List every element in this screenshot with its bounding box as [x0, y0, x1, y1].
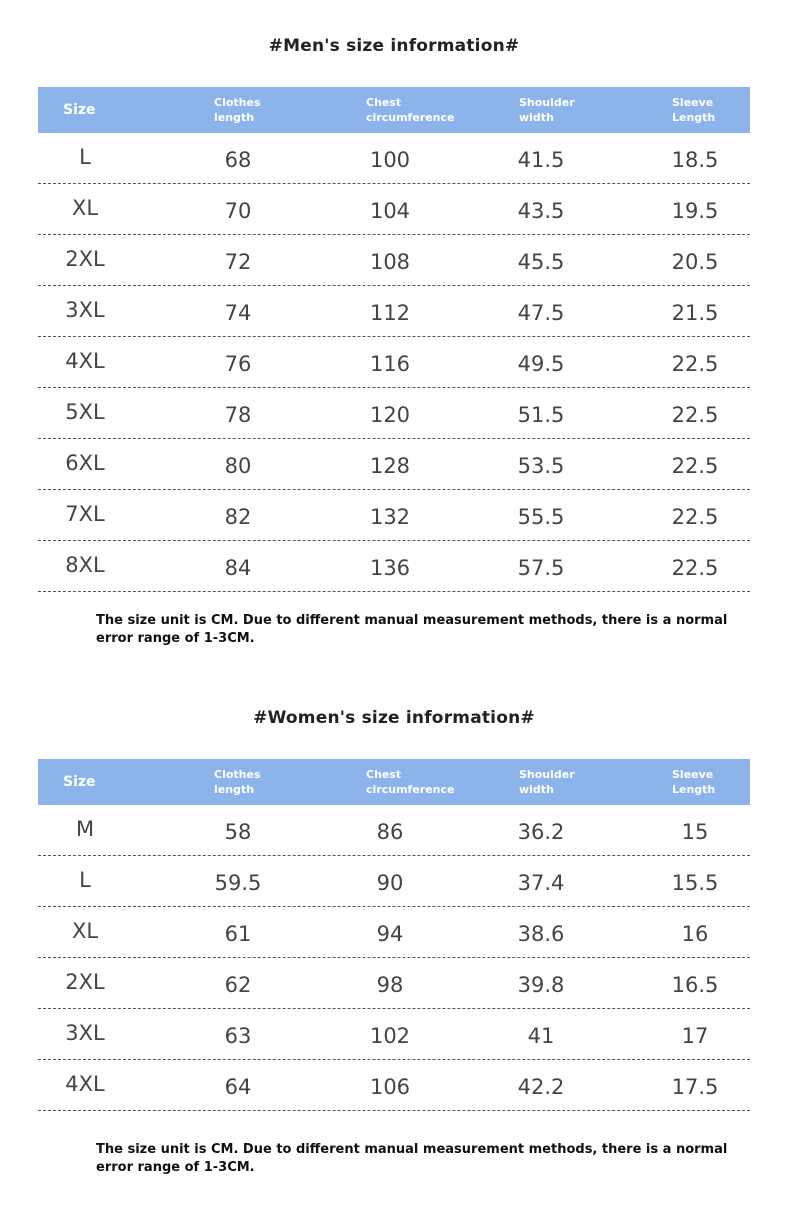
length-cell: 76: [224, 352, 252, 376]
shoulder-cell: 42.2: [517, 1075, 565, 1099]
sleeve-cell: 16.5: [671, 973, 719, 997]
chest-cell: 104: [369, 199, 411, 223]
sleeve-cell: 17.5: [671, 1075, 719, 1099]
mens-measurement-note: [96, 612, 736, 648]
sleeve-cell: 16: [681, 922, 709, 946]
table-row: [38, 439, 750, 490]
chest-cell: 116: [369, 352, 411, 376]
header-shoulder-width: Shoulder width: [519, 96, 575, 124]
size-cell: 2XL: [65, 970, 105, 994]
length-cell: 78: [224, 403, 252, 427]
mens-table-header: [38, 87, 750, 133]
shoulder-cell: 43.5: [517, 199, 565, 223]
note-line: error range of 1-3CM.: [96, 631, 255, 646]
length-cell: 61: [224, 922, 252, 946]
womens-table-header: [38, 759, 750, 805]
size-cell: L: [79, 145, 91, 169]
size-cell: 8XL: [65, 553, 105, 577]
sleeve-cell: 22.5: [671, 556, 719, 580]
shoulder-cell: 41: [527, 1024, 555, 1048]
chest-cell: 90: [376, 871, 404, 895]
header-sleeve-length: Sleeve Length: [672, 96, 716, 124]
chest-cell: 108: [369, 250, 411, 274]
length-cell: 68: [224, 148, 252, 172]
size-cell: 3XL: [65, 1021, 105, 1045]
womens-table-body: [38, 805, 750, 1111]
table-row: [38, 907, 750, 958]
table-row: [38, 337, 750, 388]
shoulder-cell: 41.5: [517, 148, 565, 172]
header-size: Size: [63, 102, 96, 118]
shoulder-cell: 57.5: [517, 556, 565, 580]
sleeve-cell: 19.5: [671, 199, 719, 223]
header-shoulder-width: Shoulder width: [519, 768, 575, 796]
sleeve-cell: 15.5: [671, 871, 719, 895]
size-cell: 4XL: [65, 1072, 105, 1096]
size-cell: L: [79, 868, 91, 892]
sleeve-cell: 22.5: [671, 352, 719, 376]
chest-cell: 94: [376, 922, 404, 946]
note-line: error range of 1-3CM.: [96, 1160, 255, 1175]
chest-cell: 86: [376, 820, 404, 844]
table-row: [38, 184, 750, 235]
womens-size-title: #Women's size information#: [253, 708, 535, 728]
length-cell: 70: [224, 199, 252, 223]
size-cell: 4XL: [65, 349, 105, 373]
sleeve-cell: 18.5: [671, 148, 719, 172]
shoulder-cell: 45.5: [517, 250, 565, 274]
sleeve-cell: 15: [681, 820, 709, 844]
sleeve-cell: 20.5: [671, 250, 719, 274]
table-row: [38, 856, 750, 907]
table-row: [38, 235, 750, 286]
table-row: [38, 958, 750, 1009]
shoulder-cell: 36.2: [517, 820, 565, 844]
note-line: The size unit is CM. Due to different manual measurement methods, there is a normal: [96, 613, 728, 628]
womens-measurement-note: [96, 1141, 736, 1177]
size-cell: XL: [71, 196, 99, 220]
header-clothes-length: Clothes length: [214, 768, 261, 796]
table-row: [38, 1060, 750, 1111]
chest-cell: 132: [369, 505, 411, 529]
chest-cell: 106: [369, 1075, 411, 1099]
shoulder-cell: 49.5: [517, 352, 565, 376]
length-cell: 62: [224, 973, 252, 997]
header-chest-circumference: Chest circumference: [366, 768, 455, 796]
mens-size-title: #Men's size information#: [268, 36, 520, 56]
length-cell: 59.5: [214, 871, 262, 895]
sleeve-cell: 22.5: [671, 505, 719, 529]
length-cell: 82: [224, 505, 252, 529]
length-cell: 63: [224, 1024, 252, 1048]
length-cell: 84: [224, 556, 252, 580]
chest-cell: 98: [376, 973, 404, 997]
length-cell: 80: [224, 454, 252, 478]
length-cell: 72: [224, 250, 252, 274]
header-clothes-length: Clothes length: [214, 96, 261, 124]
header-sleeve-length: Sleeve Length: [672, 768, 716, 796]
shoulder-cell: 53.5: [517, 454, 565, 478]
length-cell: 74: [224, 301, 252, 325]
chest-cell: 120: [369, 403, 411, 427]
chest-cell: 100: [369, 148, 411, 172]
header-size: Size: [63, 774, 96, 790]
table-row: [38, 388, 750, 439]
sleeve-cell: 21.5: [671, 301, 719, 325]
sleeve-cell: 17: [681, 1024, 709, 1048]
note-line: The size unit is CM. Due to different manual measurement methods, there is a normal: [96, 1142, 728, 1157]
mens-table-body: [38, 133, 750, 592]
header-chest-circumference: Chest circumference: [366, 96, 455, 124]
size-cell: XL: [71, 919, 99, 943]
shoulder-cell: 55.5: [517, 505, 565, 529]
sleeve-cell: 22.5: [671, 454, 719, 478]
size-cell: 6XL: [65, 451, 105, 475]
table-row: [38, 286, 750, 337]
size-cell: 7XL: [65, 502, 105, 526]
table-row: [38, 541, 750, 592]
shoulder-cell: 39.8: [517, 973, 565, 997]
size-cell: M: [75, 817, 95, 841]
size-cell: 5XL: [65, 400, 105, 424]
size-cell: 2XL: [65, 247, 105, 271]
shoulder-cell: 47.5: [517, 301, 565, 325]
length-cell: 64: [224, 1075, 252, 1099]
size-cell: 3XL: [65, 298, 105, 322]
chest-cell: 112: [369, 301, 411, 325]
table-row: [38, 1009, 750, 1060]
chest-cell: 128: [369, 454, 411, 478]
shoulder-cell: 37.4: [517, 871, 565, 895]
length-cell: 58: [224, 820, 252, 844]
table-row: [38, 490, 750, 541]
table-row: [38, 805, 750, 856]
chest-cell: 136: [369, 556, 411, 580]
sleeve-cell: 22.5: [671, 403, 719, 427]
chest-cell: 102: [369, 1024, 411, 1048]
shoulder-cell: 51.5: [517, 403, 565, 427]
shoulder-cell: 38.6: [517, 922, 565, 946]
table-row: [38, 133, 750, 184]
